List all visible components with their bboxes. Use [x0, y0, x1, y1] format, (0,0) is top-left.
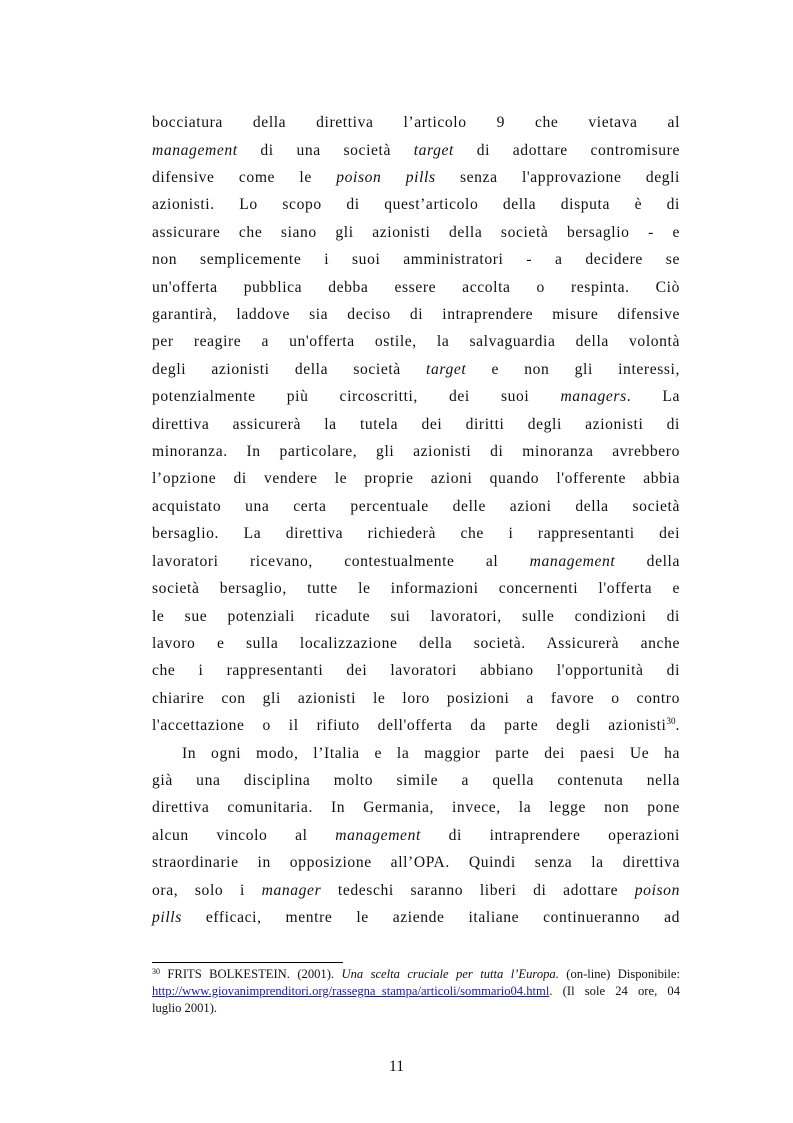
body-line-23: l'accettazione o il rifiuto dell'offerta da parte degli azionisti$^{30}$.	[152, 716, 680, 734]
body-line-28: straordinarie in opposizione all’OPA. Quindi senza la direttiva	[152, 854, 680, 871]
body-line-27: alcun vincolo al management di intraprendere operazioni	[152, 827, 680, 844]
body-line-11: potenzialmente più circoscritti, dei suoi managers. La	[152, 388, 680, 405]
footnote-number: 30	[152, 967, 160, 976]
body-line-14: l’opzione di vendere le proprie azioni quando l'offerente abbia	[152, 470, 680, 487]
footnote-separator	[152, 962, 343, 963]
body-line-1: bocciatura della direttiva l’articolo 9 che vietava al	[152, 114, 680, 131]
body-line-15: acquistato una certa percentuale delle azioni della società	[152, 498, 680, 515]
body-line-13: minoranza. In particolare, gli azionisti di minoranza avrebbero	[152, 443, 680, 460]
page-number: 11	[388, 1058, 404, 1075]
footnote-line-1: $^{30}$ FRITS BOLKESTEIN. (2001). Una scelta cruciale per tutta l’Europa. (on-line) Disponibile:	[152, 967, 681, 981]
body-line-7: un'offerta pubblica debba essere accolta o respinta. Ciò	[152, 279, 680, 296]
body-line-24: In ogni modo, l’Italia e la maggior parte dei paesi Ue ha	[182, 745, 680, 762]
body-line-26: direttiva comunitaria. In Germania, invece, la legge non pone	[152, 799, 680, 816]
body-line-8: garantirà, laddove sia deciso di intraprendere misure difensive	[152, 306, 680, 323]
body-line-2: management di una società target di adottare contromisure	[152, 142, 680, 159]
body-line-18: società bersaglio, tutte le informazioni concernenti l'offerta e	[152, 580, 680, 597]
body-line-4: azionisti. Lo scopo di quest’articolo della disputa è di	[152, 196, 680, 213]
body-line-6: non semplicemente i suoi amministratori - a decidere se	[152, 251, 680, 268]
footnote-ref-30[interactable]: 30	[666, 716, 676, 726]
body-line-9: per reagire a un'offerta ostile, la salvaguardia della volontà	[152, 333, 680, 350]
body-line-22: chiarire con gli azionisti le loro posizioni a favore o contro	[152, 690, 680, 707]
body-line-12: direttiva assicurerà la tutela dei diritti degli azionisti di	[152, 416, 680, 433]
body-line-20: lavoro e sulla localizzazione della società. Assicurerà anche	[152, 635, 680, 652]
body-line-10: degli azionisti della società target e non gli interessi,	[152, 361, 680, 378]
body-line-17: lavoratori ricevano, contestualmente al management della	[152, 553, 680, 570]
footnote-line-2: http://www.giovanimprenditori.org/rassegna_stampa/articoli/sommario04.html. (Il sole 24 ore, 04	[152, 984, 680, 998]
body-line-25: già una disciplina molto simile a quella contenuta nella	[152, 772, 680, 789]
body-line-30: pills efficaci, mentre le aziende italiane continueranno ad	[152, 909, 680, 926]
body-line-5: assicurare che siano gli azionisti della società bersaglio - e	[152, 224, 680, 241]
footnote-line-3: luglio 2001).	[152, 1001, 218, 1015]
body-line-29: ora, solo i manager tedeschi saranno liberi di adottare poison	[152, 882, 680, 899]
body-line-19: le sue potenziali ricadute sui lavoratori, sulle condizioni di	[152, 608, 680, 625]
body-line-16: bersaglio. La direttiva richiederà che i rappresentanti dei	[152, 525, 680, 542]
footnote-url-link[interactable]: http://www.giovanimprenditori.org/rassegna_stampa/articoli/sommario04.html	[152, 984, 550, 998]
body-line-3: difensive come le poison pills senza l'approvazione degli	[152, 169, 680, 186]
body-line-21: che i rappresentanti dei lavoratori abbiano l'opportunità di	[152, 662, 680, 679]
